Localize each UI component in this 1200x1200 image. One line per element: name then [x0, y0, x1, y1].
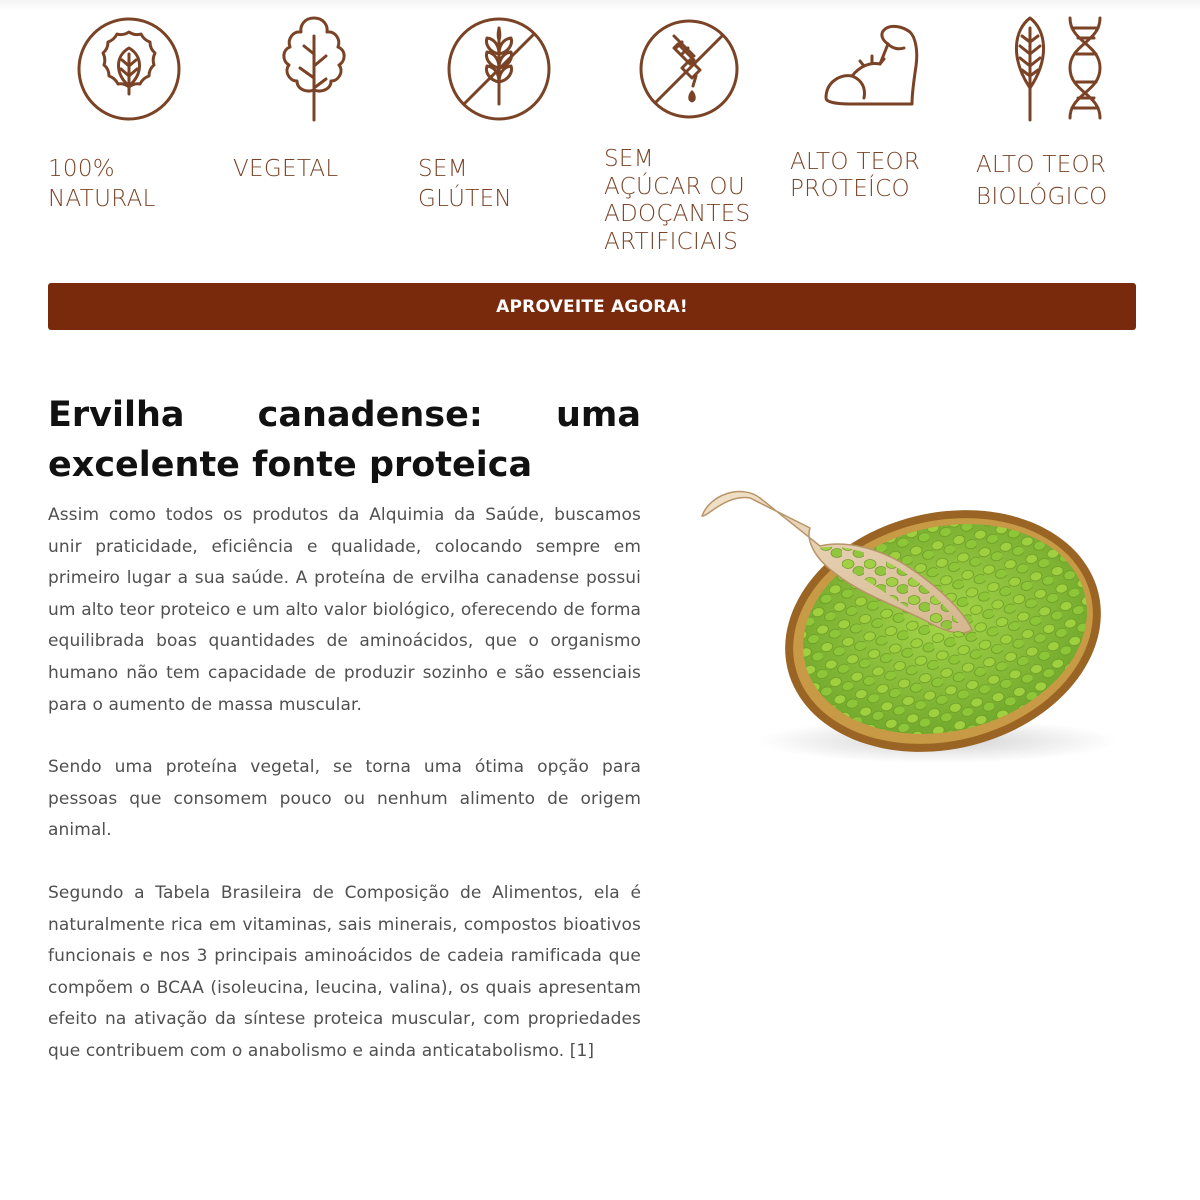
feature-label: ALTO TEOR PROTEÍCO: [790, 149, 921, 202]
feature-label: VEGETAL: [233, 156, 339, 182]
feature-sugar-free: [604, 14, 784, 264]
feature-label: 100% NATURAL: [48, 156, 156, 212]
article-paragraph: Assim como todos os produtos da Alquimia da Saúde, buscamos unir praticidade, eficiência e qualidade, colocando sempre em primeiro lugar a sua saúde. A proteína de ervilha canadense possui um alto teor proteico e um alto valor biológico, oferecendo de forma equilibrada boas quantidades de aminoácidos, que o organismo humano não tem capacidade de produzir sozinho e são essenciais para o aumento de massa muscular.: [48, 505, 641, 715]
muscle-arm-icon: [814, 14, 924, 124]
article-paragraph: Segundo a Tabela Brasileira de Composição de Alimentos, ela é naturalmente rica em vitaminas, sais minerais, compostos bioativos funcionais e nos 3 principais aminoácidos de cadeia ramificada que compõem o BCAA (isoleucina, leucina, valina), os quais apresentam efeito na ativação da síntese proteica muscular, com propriedades que contribuem com o anabolismo e ainda anticatabolismo. [1]: [48, 882, 641, 1061]
article-paragraph: Sendo uma proteína vegetal, se torna uma ótima opção para pessoas que consomem pouco ou nenhum alimento de origem animal.: [48, 757, 641, 841]
feature-icons-row: [48, 14, 1148, 264]
feature-label: SEM AÇÚCAR OU ADOÇANTES ARTIFICIAIS: [604, 146, 751, 255]
feature-label: ALTO TEOR BIOLÓGICO: [976, 152, 1108, 210]
split-peas-bowl-image: [688, 486, 1118, 766]
leaf-dna-icon: [1002, 14, 1112, 124]
feature-high-protein: [790, 14, 970, 264]
feature-vegetal: [233, 14, 413, 264]
feature-label: SEM GLÚTEN: [418, 156, 512, 212]
article-section: [48, 390, 641, 1099]
no-sugar-dropper-icon: [634, 14, 744, 124]
feature-natural: [48, 14, 228, 264]
no-gluten-icon: [444, 14, 554, 124]
natural-seal-icon: [74, 14, 184, 124]
top-shadow-bar: [0, 0, 1200, 10]
feature-gluten-free: [418, 14, 598, 264]
article-title: Ervilha canadense: uma excelente fonte proteica: [48, 395, 641, 485]
feature-high-biological: [976, 14, 1156, 264]
buy-now-button[interactable]: APROVEITE AGORA!: [48, 283, 1136, 330]
tree-leaf-icon: [259, 14, 369, 124]
